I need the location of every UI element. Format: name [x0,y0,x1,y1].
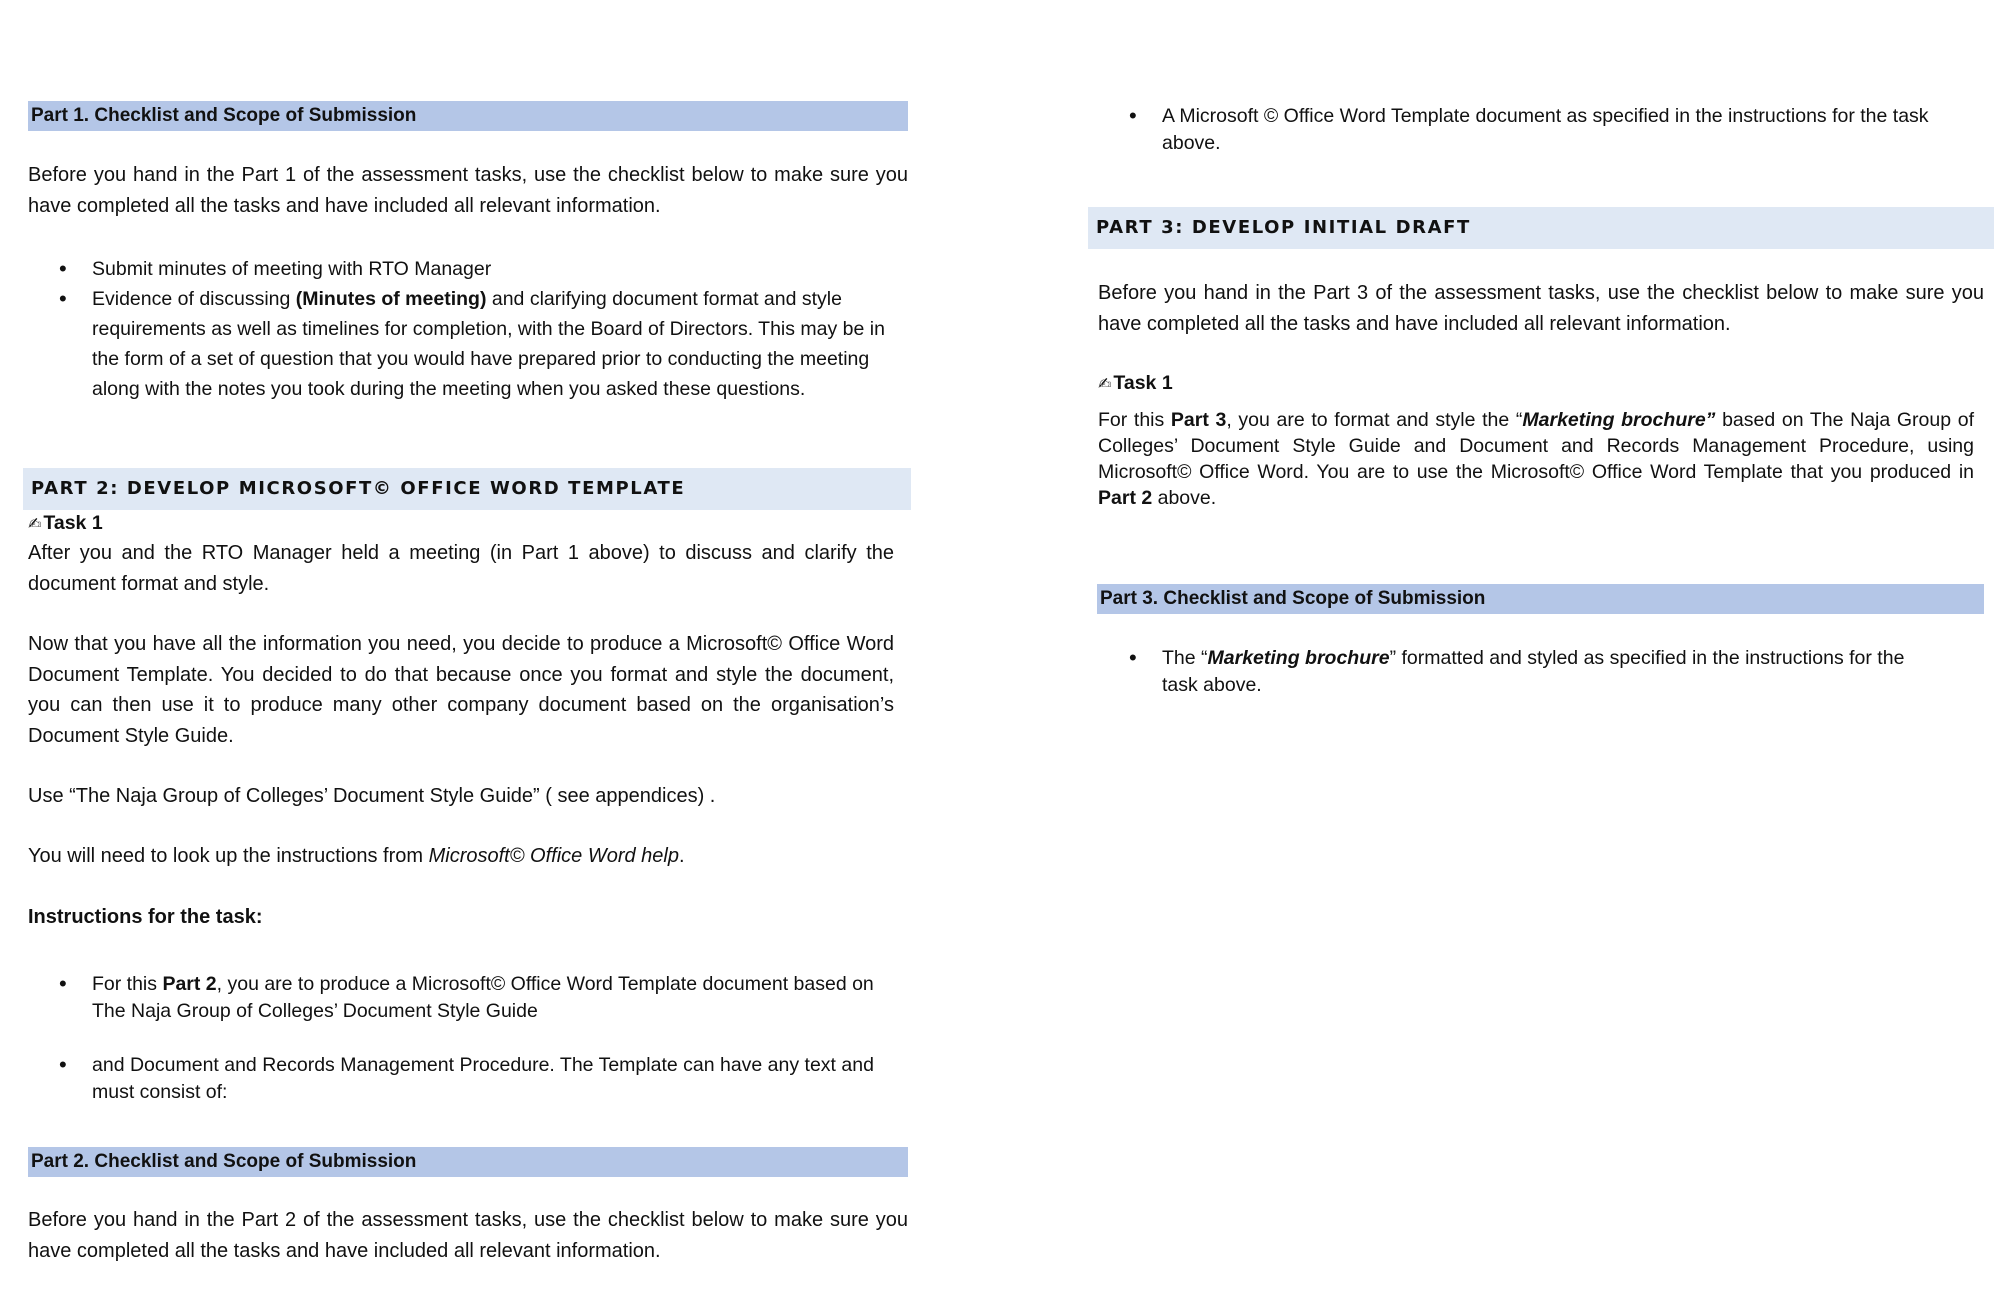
writing-hand-icon: ✍ [1098,376,1112,393]
part2-heading: PART 2: DEVELOP MICROSOFT© OFFICE WORD TEMPLATE [23,468,911,510]
para-text: based on The Naja Group of Colleges’ Document Style Guide and Document and Records Management Procedure, using Microsoft© Office Word. You are to use the Microsoft© Office Word Template that you produced in [1098,409,1974,483]
part1-intro: Before you hand in the Part 1 of the assessment tasks, use the checklist below to make sure you have completed all the tasks and have included all relevant information. [28,164,908,217]
part2-checklist [1098,103,1944,156]
para-text: For this [1098,409,1171,431]
list-item-text: Submit minutes of meeting with RTO Manager [92,258,492,280]
part3-task1-text [1098,407,1974,511]
task1-para2: Now that you have all the information you need, you decide to produce a Microsoft© Office Word Document Template. You decided to do that because once you format and style the document, you can then use it to produce many other company document based on the organisation’s Document Style Guide. [28,633,894,747]
list-item [28,1052,894,1105]
list-item [28,284,908,404]
task1-para1: After you and the RTO Manager held a meeting (in Part 1 above) to discuss and clarify the document format and style. [28,542,894,595]
part2-intro: Before you hand in the Part 2 of the assessment tasks, use the checklist below to make sure you have completed all the tasks and have included all relevant information. [28,1209,908,1262]
list-item [1098,645,1944,698]
para-text: You will need to look up the instructions from [28,845,429,867]
list-item-text: The “ [1162,647,1208,669]
part3-checklist-heading: Part 3. Checklist and Scope of Submission [1097,584,1984,614]
task1-label: Task 1 [43,512,103,534]
para-text: above. [1152,487,1217,509]
task1-para3: Use “The Naja Group of Colleges’ Document Style Guide” ( see appendices) . [28,785,716,807]
part3-checklist [1098,645,1944,698]
part3-task1-heading [1098,372,1984,395]
list-item [28,254,908,284]
list-item-text: ” formatted and styled as specified in the instructions for the task above. [1162,647,1905,696]
list-item-bold: (Minutes of meeting) [295,288,487,310]
list-item-text: and clarifying document format and style requirements as well as timelines for completion, with the Board of Directors. This may be in the form of a set of question that you would have prepared prior to conducting the meeting along with the notes you took during the meeting when you asked these questions. [92,288,885,400]
para-text: . [678,845,685,867]
task1-label: Task 1 [1113,372,1173,394]
instructions-heading: Instructions for the task: [28,906,263,928]
list-item-text: , you are to produce a Microsoft© Office Word Template document based on The Naja Group of Colleges’ Document Style Guide [92,973,874,1022]
list-item-text: A Microsoft © Office Word Template document as specified in the instructions for the task above. [1162,105,1929,154]
list-item-text: For this [92,973,163,995]
list-item-bold: Part 2 [162,973,217,995]
para-italic: Microsoft© Office Word help [428,845,679,867]
list-item-text: Evidence of discussing [92,288,296,310]
task1-para4 [28,841,908,872]
para-bold: Part 2 [1098,487,1153,509]
part3-intro: Before you hand in the Part 3 of the assessment tasks, use the checklist below to make sure you have completed all the tasks and have included all relevant information. [1098,282,1984,335]
instructions-list [28,971,894,1024]
part1-checklist [28,254,908,404]
part1-checklist-heading: Part 1. Checklist and Scope of Submission [28,101,908,131]
task1-heading [28,512,908,535]
list-item [1098,103,1944,156]
para-text: , you are to format and style the “ [1226,409,1523,431]
para-bold: Part 3 [1170,409,1227,431]
writing-hand-icon: ✍ [28,516,42,533]
list-item [28,971,894,1024]
part3-heading: PART 3: DEVELOP INITIAL DRAFT [1088,207,1994,249]
list-item-text: and Document and Records Management Procedure. The Template can have any text and must consist of: [92,1054,874,1103]
para-bold-italic: Marketing brochure” [1522,409,1716,431]
instructions-list-continued [28,1052,894,1105]
list-item-bold-italic: Marketing brochure [1207,647,1390,669]
part2-checklist-heading: Part 2. Checklist and Scope of Submission [28,1147,908,1177]
